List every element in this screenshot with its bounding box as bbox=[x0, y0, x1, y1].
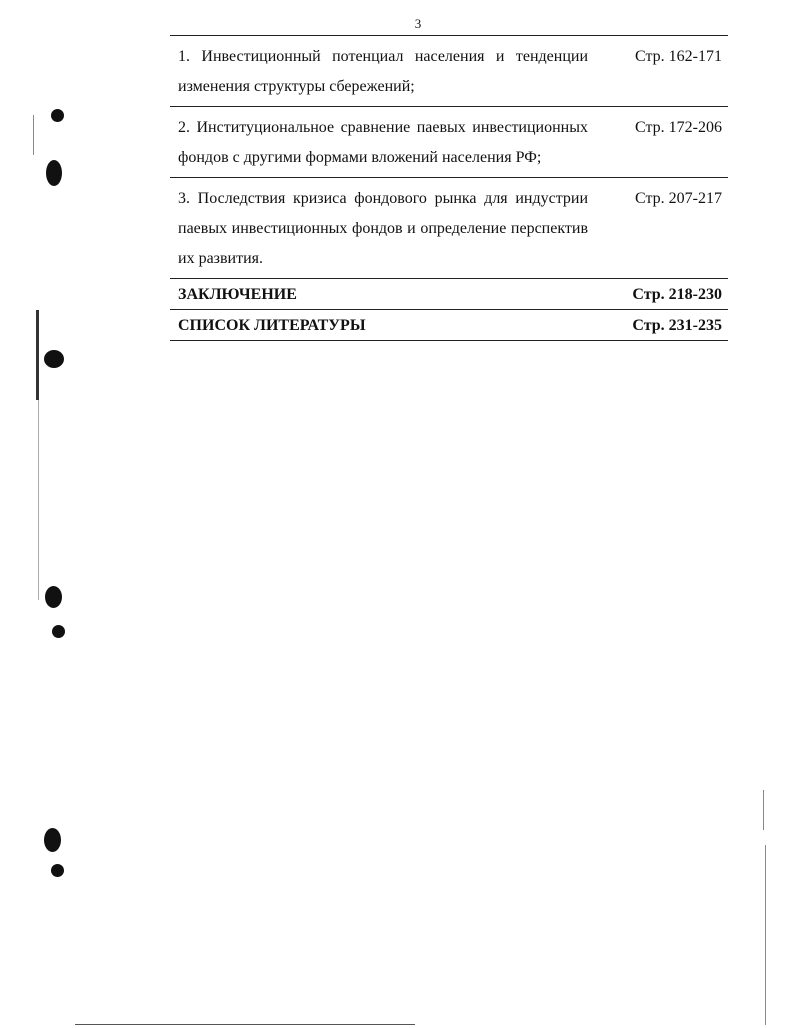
toc-entry-text: 3. Последствия кризиса фондового рынка для индустрии паевых инвестиционных фондов и определение перспектив их развития. bbox=[178, 190, 588, 267]
toc-entry-pages: Стр. 172-206 bbox=[635, 119, 722, 136]
punch-hole-mark bbox=[46, 160, 62, 186]
toc-row bbox=[170, 106, 728, 177]
toc-entry-text: ЗАКЛЮЧЕНИЕ bbox=[178, 286, 297, 303]
punch-hole-mark bbox=[51, 109, 64, 122]
scan-edge-mark bbox=[765, 845, 766, 1025]
toc-entry-text: 2. Институциональное сравнение паевых инвестиционных фондов с другими формами вложений населения РФ; bbox=[178, 119, 588, 166]
punch-hole-mark bbox=[52, 625, 65, 638]
punch-hole-mark bbox=[45, 586, 62, 608]
punch-hole-mark bbox=[51, 864, 64, 877]
table-of-contents bbox=[170, 35, 728, 341]
toc-row-references bbox=[170, 309, 728, 341]
scan-edge-mark bbox=[33, 115, 34, 155]
scan-edge-mark bbox=[38, 400, 39, 600]
scan-edge-mark bbox=[763, 790, 764, 830]
toc-entry-text: СПИСОК ЛИТЕРАТУРЫ bbox=[178, 317, 366, 334]
toc-entry-pages: Стр. 207-217 bbox=[635, 190, 722, 207]
toc-entry-pages: Стр. 162-171 bbox=[635, 48, 722, 65]
toc-entry-pages: Стр. 218-230 bbox=[632, 286, 722, 303]
toc-row-conclusion bbox=[170, 278, 728, 309]
toc-row bbox=[170, 177, 728, 278]
scan-edge-mark bbox=[75, 1024, 415, 1025]
punch-hole-mark bbox=[44, 828, 61, 852]
toc-row bbox=[170, 35, 728, 106]
scan-edge-mark bbox=[36, 310, 39, 400]
punch-hole-mark bbox=[44, 350, 64, 368]
toc-entry-pages: Стр. 231-235 bbox=[632, 317, 722, 334]
toc-entry-text: 1. Инвестиционный потенциал населения и тенденции изменения структуры сбережений; bbox=[178, 48, 588, 95]
page-number: 3 bbox=[414, 16, 422, 31]
